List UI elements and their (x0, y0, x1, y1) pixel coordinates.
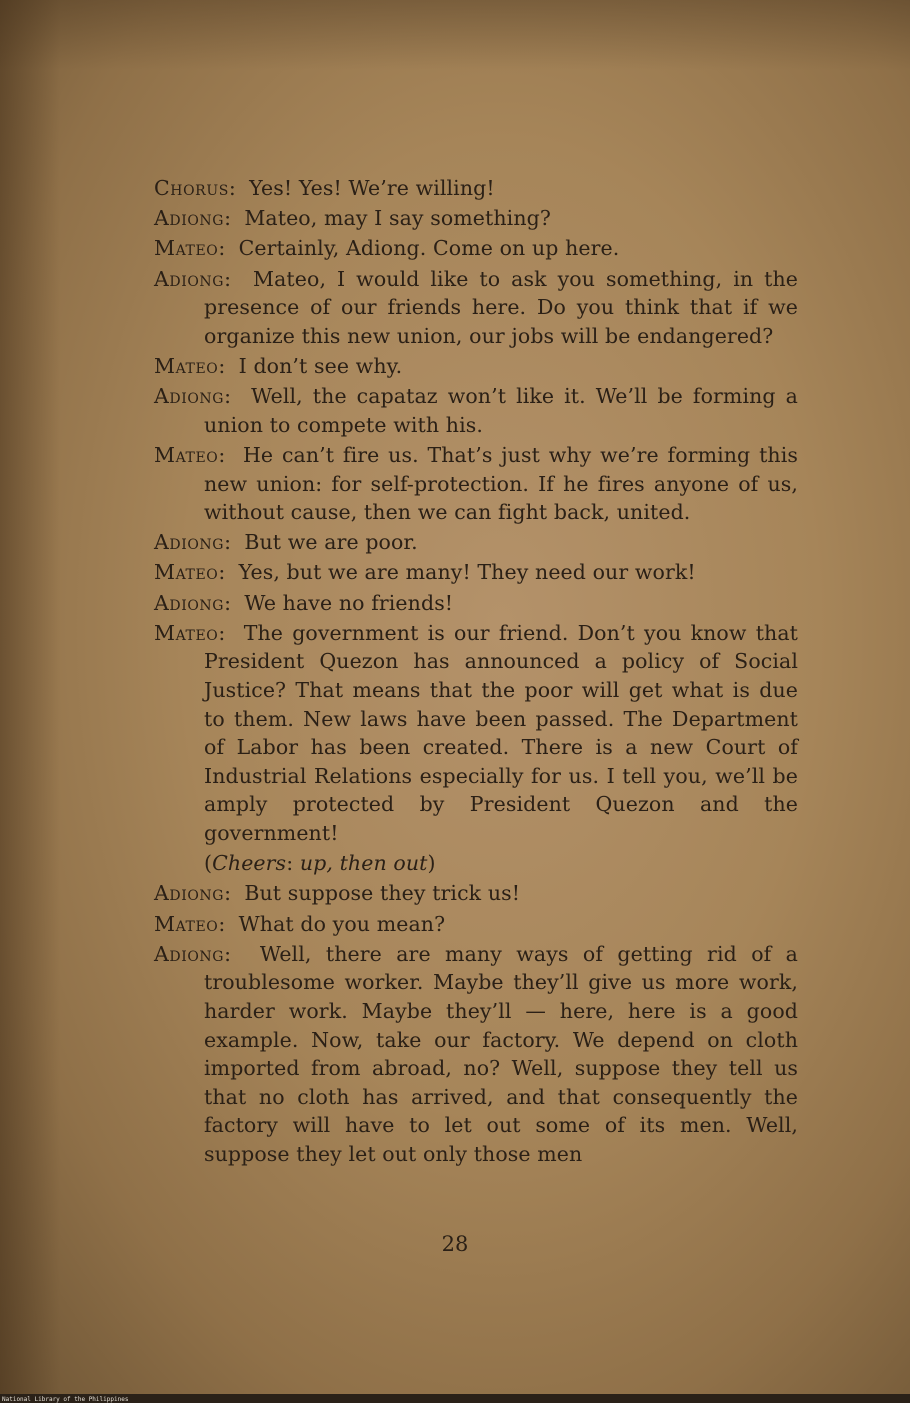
speaker-name: Mateo (154, 560, 219, 585)
dialogue-line: Adiong: But suppose they trick us! (154, 881, 521, 906)
dialogue-text: Well, the capataz won’t like it. We’ll be forming a union to compete with his. (204, 384, 798, 437)
dialogue-line: Chorus: Yes! Yes! We’re willing! (154, 176, 495, 200)
dialogue-line: Mateo: He can’t fire us. That’s just why we’re forming this new union: for self-protection. If he fires anyone of us, without cause, then we can fight back, united. (154, 442, 798, 525)
dialogue-line: Adiong: Well, the capataz won’t like it. We’ll be forming a union to compete with his. (154, 384, 798, 437)
dialogue-text: Mateo, may I say something? (244, 206, 551, 231)
dialogue-text: What do you mean? (238, 911, 446, 936)
dialogue-line: Mateo: I don’t see why. (154, 353, 403, 378)
stage-direction: (Cheers: up, then out) (204, 851, 436, 876)
speaker-name: Adiong (154, 206, 225, 231)
dialogue-text: Yes! Yes! We’re willing! (249, 176, 495, 200)
dialogue-text: The government is our friend. Don’t you know that President Quezon has announced a policy of Social Justice? That means that the poor will get what is due to them. New laws have been passed. The Department of Labor has been created. There is a new Court of Industrial Relations especially for us. I tell you, we’ll be amply protected by President Quezon and the government! (204, 620, 798, 845)
dialogue-text: But we are poor. (244, 530, 418, 555)
dialogue-line: Mateo: What do you mean? (154, 911, 446, 936)
dialogue-line: Adiong: But we are poor. (154, 530, 418, 555)
dialogue-line: Adiong: Mateo, I would like to ask you something, in the presence of our friends here. Do you think that if we organize this new union, our jobs will be endangered? (154, 266, 798, 348)
dialogue-text: Mateo, I would like to ask you something, in the presence of our friends here. Do you think that if we organize this new union, our jobs will be endangered? (204, 266, 798, 348)
speaker-name: Mateo (154, 620, 219, 645)
dialogue-line: Mateo: Yes, but we are many! They need our work! (154, 560, 696, 585)
speaker-name: Mateo (154, 353, 219, 378)
page-number: 28 (441, 1232, 469, 1256)
speaker-name: Adiong (154, 384, 225, 409)
footer-credit: National Library of the Philippines (2, 1396, 129, 1403)
speaker-name: Mateo (154, 236, 219, 261)
speaker-name: Adiong (154, 941, 225, 966)
dialogue-line: Mateo: The government is our friend. Don’t you know that President Quezon has announced a policy of Social Justice? That means that the poor will get what is due to them. New laws have been passed. The Department of Labor has been created. There is a new Court of Industrial Relations especially for us. I tell you, we’ll be amply protected by President Quezon and the government! (154, 620, 798, 845)
dialogue-text: We have no friends! (244, 590, 454, 615)
script-text (154, 174, 798, 1170)
dialogue-line: Adiong: Well, there are many ways of getting rid of a troublesome worker. Maybe they’ll give us more work, harder work. Maybe they’ll — here, here is a good example. Now, take our factory. We depend on cloth imported from abroad, no? Well, suppose they tell us that no cloth has arrived, and that consequently the factory will have to let out some of its men. Well, suppose they let out only those men (154, 941, 799, 1166)
speaker-name: Mateo (154, 442, 219, 467)
speaker-name: Adiong (154, 881, 225, 906)
speaker-name: Mateo (154, 911, 219, 936)
dialogue-line: Adiong: Mateo, may I say something? (154, 206, 551, 231)
speaker-name: Adiong (154, 266, 225, 291)
dialogue-line: Mateo: Certainly, Adiong. Come on up here. (154, 236, 620, 261)
speaker-name: Adiong (154, 530, 225, 555)
dialogue-line: Adiong: We have no friends! (154, 590, 454, 615)
dialogue-text: I don’t see why. (238, 353, 403, 378)
dialogue-text: He can’t fire us. That’s just why we’re forming this new union: for self-protection. If he fires anyone of us, without cause, then we can fight back, united. (204, 442, 798, 525)
dialogue-text: Well, there are many ways of getting rid of a troublesome worker. Maybe they’ll give us more work, harder work. Maybe they’ll — here, here is a good example. Now, take our factory. We depend on cloth imported from abroad, no? Well, suppose they tell us that no cloth has arrived, and that consequently the factory will have to let out some of its men. Well, suppose they let out only those men (204, 941, 799, 1166)
dialogue-text: But suppose they trick us! (244, 881, 521, 906)
stage-cue: Cheers (212, 851, 287, 876)
speaker-name: Chorus (154, 176, 229, 200)
dialogue-text: Certainly, Adiong. Come on up here. (238, 236, 620, 261)
dialogue-text: Yes, but we are many! They need our work! (238, 560, 696, 585)
speaker-name: Adiong (154, 590, 225, 615)
stage-detail: up, then out (299, 851, 428, 876)
